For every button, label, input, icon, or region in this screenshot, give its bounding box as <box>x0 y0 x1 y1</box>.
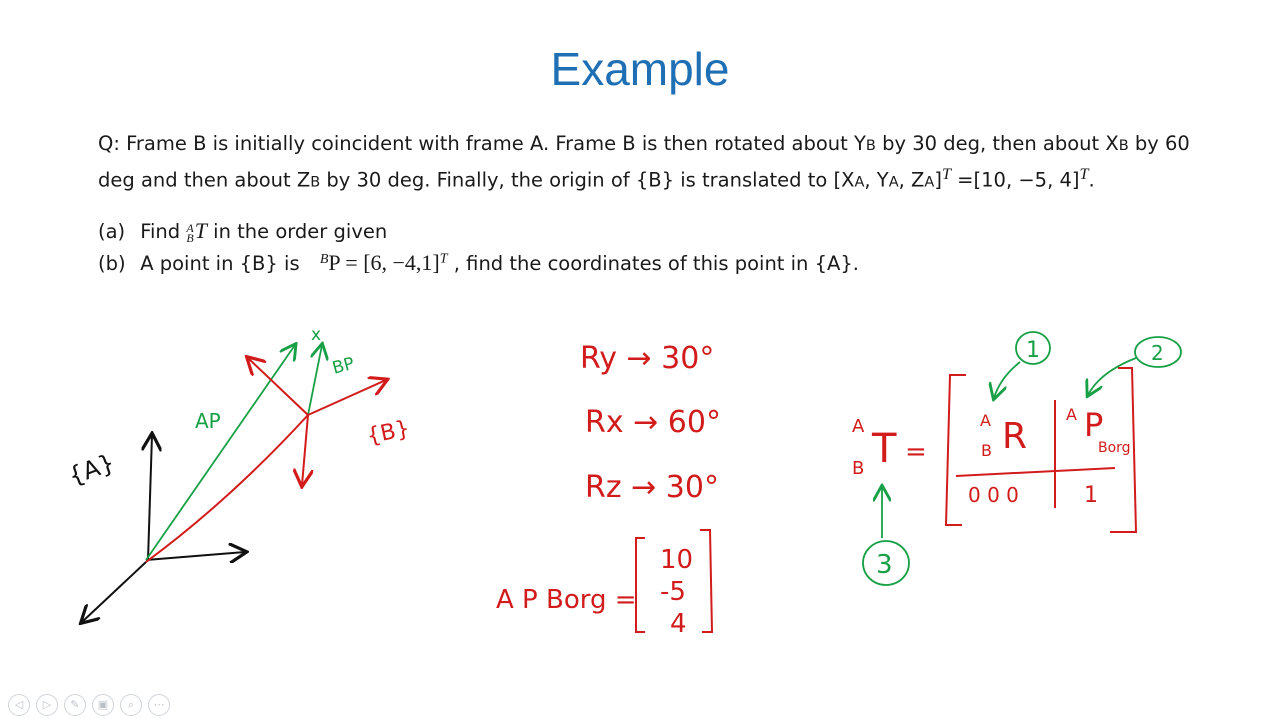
frame-b-axes <box>146 358 386 562</box>
frame-b-axis-1 <box>308 380 386 415</box>
part-a-var: T <box>194 218 207 243</box>
matrix-left-bracket <box>946 375 966 525</box>
matrix-p-sub: Borg <box>1098 440 1131 456</box>
part-a-post: in the order given <box>206 220 388 243</box>
question-s4: by 30 deg. Finally, the origin of {B} is translated to [X <box>320 168 855 192</box>
callout-1-label: 1 <box>1026 338 1040 363</box>
vector-entry-3: 4 <box>670 609 687 639</box>
part-b-pre: A point in {B} is <box>140 252 306 275</box>
part-a-frac-bot: B <box>186 230 194 245</box>
frame-a-label: {A} <box>64 448 119 491</box>
slideshow-toolbar <box>8 694 170 716</box>
frame-b-label: {B} <box>364 416 412 450</box>
vector-left-bracket <box>636 538 645 632</box>
vector-entry-2: -5 <box>660 577 686 607</box>
matrix-r: R <box>1002 416 1028 457</box>
rotation-rx: Rx → 60° <box>585 405 721 440</box>
question-s6: , Z <box>898 168 925 192</box>
part-a-pre: Find <box>140 220 187 243</box>
x-axis-label: x <box>311 325 322 345</box>
pen-tool-button[interactable]: ✎ <box>64 694 86 716</box>
callout-3-label: 3 <box>876 550 893 580</box>
question-s4-sub: A <box>854 174 865 191</box>
rotation-rz: Rz → 30° <box>585 470 719 505</box>
matrix-p: P <box>1084 406 1104 444</box>
vector-entry-1: 10 <box>660 545 694 575</box>
borg-vector <box>146 415 308 562</box>
frame-b-axis-2 <box>248 358 308 415</box>
question-sup1: T <box>941 165 951 183</box>
question-s1-sub: B <box>865 138 876 154</box>
frame-a-z-axis <box>148 435 152 560</box>
matrix-r-bot: B <box>981 441 992 460</box>
aporg-label: A P Borg = <box>496 585 637 615</box>
matrix-bottom-left: 0 0 0 <box>968 483 1019 507</box>
question-s2-sub: B <box>1118 138 1129 154</box>
part-a-label: (a) <box>98 220 126 243</box>
question-s2: by 30 deg, then about X <box>875 132 1119 155</box>
callout-2-arrow <box>1088 358 1136 395</box>
question-s7: ] <box>934 168 942 192</box>
matrix-lhs-top: A <box>852 416 865 437</box>
question-s8: =[10, −5, 4] <box>950 168 1080 192</box>
part-a-frac-top: A <box>186 220 194 235</box>
bp-label: BP <box>330 353 357 379</box>
callout-1-arrow <box>994 362 1020 398</box>
frame-a-y-axis <box>146 552 245 560</box>
question-s3: by 60 deg and then about Z <box>98 132 1190 192</box>
bp-vector <box>308 345 322 415</box>
question-s6-sub: A <box>924 174 935 191</box>
vector-right-bracket <box>700 530 712 632</box>
question-prefix: Q: <box>98 132 120 155</box>
part-b-label: (b) <box>98 252 126 275</box>
part-b-post: , find the coordinates of this point in {A}. <box>447 252 859 275</box>
previous-slide-button[interactable]: ◁ <box>8 694 30 716</box>
zoom-button[interactable]: ⌕ <box>120 694 142 716</box>
question-s1: Frame B is initially coincident with frame A. Frame B is then rotated about Y <box>119 132 866 155</box>
matrix-eq: = <box>905 437 927 467</box>
callout-2-label: 2 <box>1151 341 1164 365</box>
more-options-button[interactable]: ⋯ <box>148 694 170 716</box>
part-b-sup-post: T <box>439 251 448 267</box>
part-b-sup-pre: B <box>319 251 329 267</box>
green-vectors <box>146 345 322 560</box>
next-slide-button[interactable]: ▷ <box>36 694 58 716</box>
ap-label: AP <box>195 409 221 433</box>
frame-a-x-axis <box>82 562 146 622</box>
see-all-slides-button[interactable]: ▣ <box>92 694 114 716</box>
frame-b-axis-3 <box>302 415 308 485</box>
matrix-horizontal-divider <box>956 468 1115 476</box>
matrix-lhs-var: T <box>872 426 897 472</box>
question-s3-sub: B <box>310 174 321 191</box>
matrix-p-sup: A <box>1066 405 1077 424</box>
matrix-bottom-right: 1 <box>1084 483 1098 508</box>
part-b-math: P = [6, −4,1] <box>328 250 440 275</box>
question-sup2: T <box>1079 165 1089 183</box>
question-s5: , Y <box>864 168 889 192</box>
matrix-r-top: A <box>980 411 991 430</box>
rotation-ry: Ry → 30° <box>580 341 715 376</box>
question-s5-sub: A <box>888 174 899 191</box>
question-s9: . <box>1088 168 1095 192</box>
slide-title: Example <box>550 43 730 95</box>
matrix-lhs-bot: B <box>852 458 865 479</box>
